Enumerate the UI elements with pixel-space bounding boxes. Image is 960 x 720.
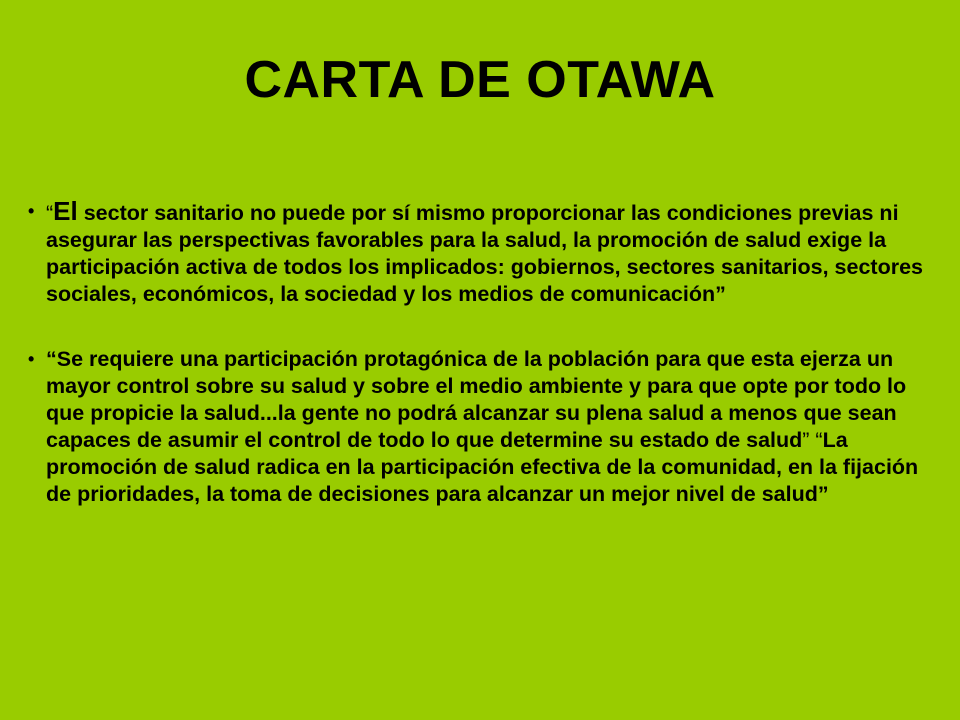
bullet-mid-quotes: ” “ bbox=[802, 428, 823, 452]
bullet-item-2 bbox=[0, 346, 960, 508]
bullet-item-1 bbox=[0, 198, 960, 308]
bullet-list bbox=[0, 198, 960, 546]
bullet-icon: • bbox=[28, 349, 35, 369]
bullet-text-part-1: “Se requiere una participación protagónica de la población para que esta ejerza un mayor control sobre su salud y sobre el medio ambiente y para que opte por todo lo que propicie la salud...la gente no podrá alcanzar su plena salud a menos que sean capaces de asumir el control de todo lo que determine su estado de salud bbox=[46, 347, 907, 452]
bullet-text-part-2: La promoción de salud radica en la participación efectiva de la comunidad, en la fijación de prioridades, la toma de decisiones para alcanzar un mejor nivel de salud” bbox=[46, 428, 919, 506]
open-quote: “ bbox=[46, 201, 54, 225]
bullet-icon: • bbox=[28, 201, 35, 221]
slide-title: CARTA DE OTAWA bbox=[244, 51, 716, 109]
bullet-text: sector sanitario no puede por sí mismo proporcionar las condiciones previas ni asegurar las perspectivas favorables para la salud, la promoción de salud exige la participación activa de todos los implicados: gobiernos, sectores sanitarios, sectores sociales, económicos, la sociedad y los medios de comunicación” bbox=[46, 201, 923, 306]
bullet-lead-word: El bbox=[53, 196, 78, 226]
